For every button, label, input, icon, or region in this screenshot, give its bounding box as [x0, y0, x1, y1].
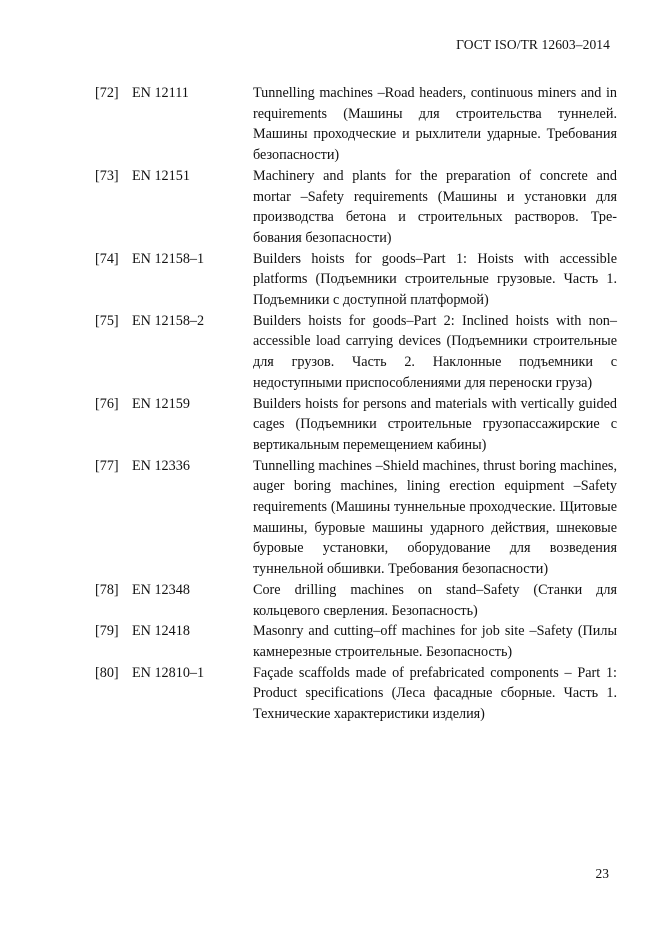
entry-number: [76] [95, 395, 119, 412]
bibliography-entry [95, 394, 617, 456]
entry-number: [75] [95, 312, 119, 329]
standard-code: EN 12418 [132, 623, 190, 640]
document-header [456, 37, 610, 53]
entry-number: [74] [95, 250, 119, 267]
standard-code: EN 12810–1 [132, 664, 205, 681]
bibliography-list [95, 83, 617, 725]
bibliography-entry [95, 621, 617, 662]
entry-number: [73] [95, 167, 119, 184]
entry-number: [79] [95, 623, 119, 640]
bibliography-entry [95, 166, 617, 249]
bibliography-entry [95, 311, 617, 394]
entry-number: [78] [95, 581, 119, 598]
standard-code: EN 12151 [132, 167, 190, 184]
entry-number: [72] [95, 85, 119, 101]
entry-title: Core drilling machines on stand–Safety (Станки для кольцевого сверления. Безопасность) [253, 581, 617, 619]
entry-title: Masonry and cutting–off machines for job site –Safety (Пилы камнерезные строительные. Безопасность) [253, 623, 617, 660]
entry-title: Builders hoists for persons and materials with vertically guided cages (Подъемники строительные грузопассажирские с вертикальным перемещением кабины) [253, 395, 617, 453]
standard-code: EN 12348 [132, 581, 190, 598]
standard-designation: ГОСТ ISO/TR 12603–2014 [456, 37, 610, 52]
standard-code: EN 12158–2 [132, 312, 205, 329]
bibliography-entry [95, 249, 617, 311]
bibliography-entry [95, 456, 617, 580]
entry-number: [80] [95, 664, 119, 681]
entry-title: Tunnelling machines –Road headers, continuous miners and in requirements (Машины для строительства туннелей. Машины проходческие и рыхлители ударные. Требования безопасности) [253, 85, 617, 164]
entry-number: [77] [95, 457, 119, 474]
bibliography-entry [95, 580, 617, 621]
standard-code: EN 12111 [132, 85, 189, 101]
entry-title: Builders hoists for goods–Part 2: Inclined hoists with non–accessible load carrying devices (Подъемники строительные для грузов. Часть 2. Наклонные подъемники с недоступными приспособлениями для переноски груза) [253, 312, 617, 391]
standard-code: EN 12158–1 [132, 250, 205, 267]
page-number: 23 [595, 866, 609, 881]
standard-code: EN 12336 [132, 457, 190, 474]
entry-title: Tunnelling machines –Shield machines, thrust boring machines, auger boring machines, lining erection equipment –Safety requirements (Машины туннельные проходческие. Щитовые машины, буровые машины ударного действия, шнековые буровые установки, оборудование для возведения туннельной обшивки. Требования безопасности) [253, 457, 617, 578]
bibliography-entry [95, 83, 617, 166]
entry-title: Machinery and plants for the preparation of concrete and mortar –Safety requirements (Машины и установки для производства бетона и строительных растворов. Требования безопасности) [253, 167, 617, 246]
bibliography-entry [95, 663, 617, 725]
standard-code: EN 12159 [132, 395, 190, 412]
entry-title: Builders hoists for goods–Part 1: Hoists with accessible platforms (Подъемники строительные грузовые. Часть 1. Подъемники с доступной платформой) [253, 250, 617, 309]
entry-title: Façade scaffolds made of prefabricated components – Part 1: Product specifications (Леса фасадные сборные. Часть 1. Технические характеристики изделия) [253, 664, 617, 723]
